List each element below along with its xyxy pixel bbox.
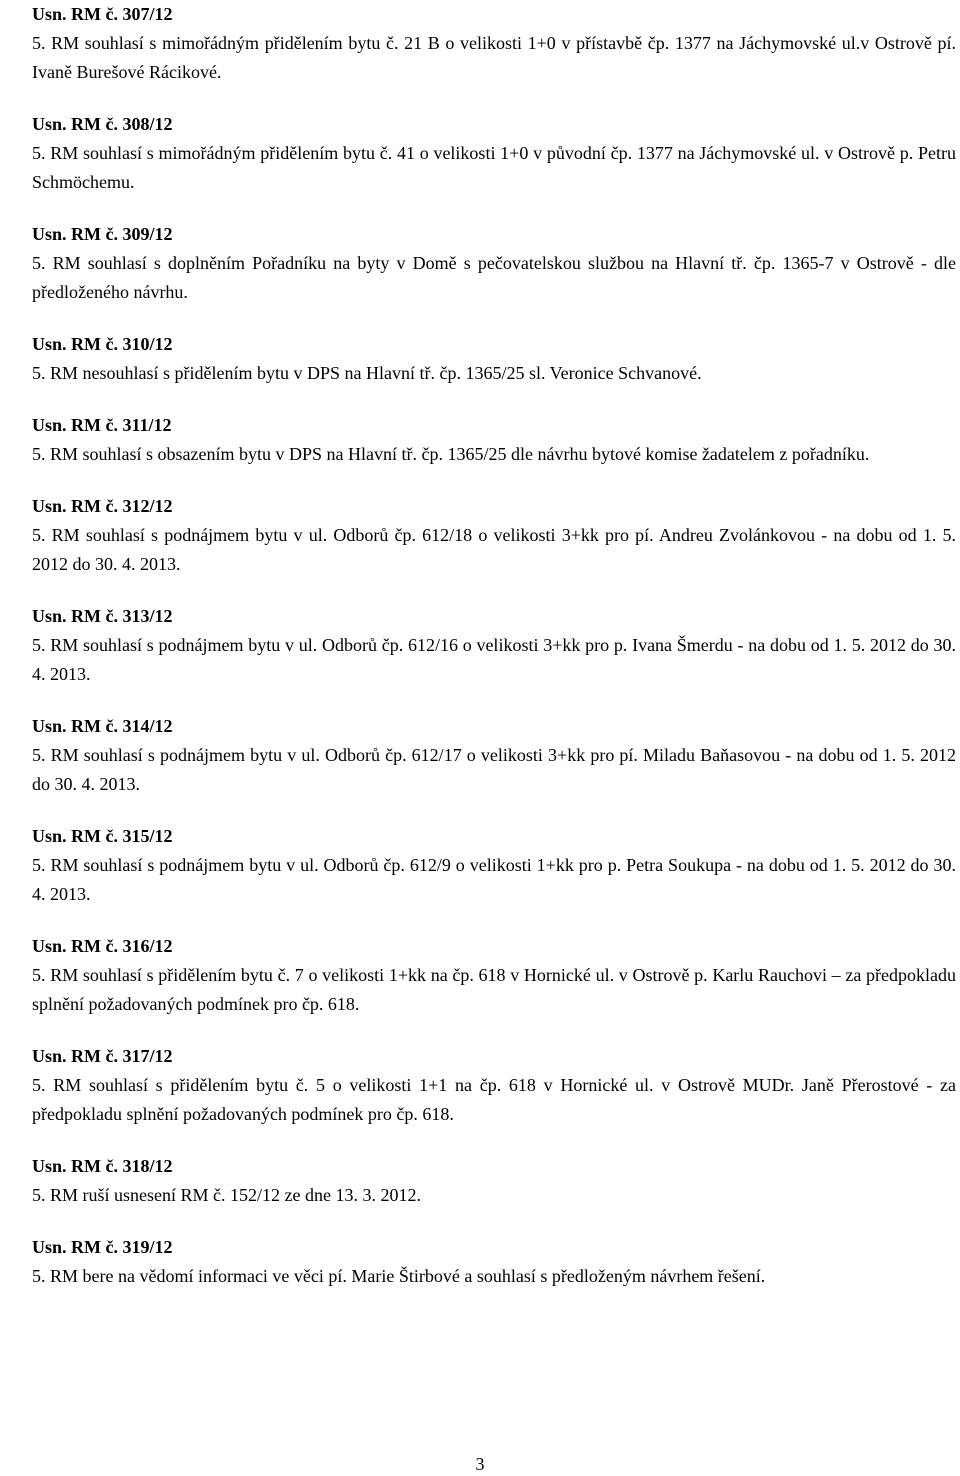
resolution-body: 5. RM ruší usnesení RM č. 152/12 ze dne 13. 3. 2012. bbox=[32, 1185, 421, 1205]
spacer bbox=[32, 469, 956, 492]
resolution-body: 5. RM souhlasí s přidělením bytu č. 7 o velikosti 1+kk na čp. 618 v Hornické ul. v Ostrově p. Karlu Rauchovi – za předpokladu splnění požadovaných podmínek pro čp. 618. bbox=[32, 965, 956, 1014]
resolution-313 bbox=[32, 602, 956, 689]
resolution-heading: Usn. RM č. 318/12 bbox=[32, 1156, 173, 1176]
resolution-308 bbox=[32, 110, 956, 197]
resolution-body: 5. RM souhlasí s podnájmem bytu v ul. Odborů čp. 612/9 o velikosti 1+kk pro p. Petra Soukupa - na dobu od 1. 5. 2012 do 30. 4. 2013. bbox=[32, 855, 956, 904]
spacer bbox=[32, 307, 956, 330]
resolution-314 bbox=[32, 712, 956, 799]
resolution-body: 5. RM souhlasí s podnájmem bytu v ul. Odborů čp. 612/16 o velikosti 3+kk pro p. Ivana Šmerdu - na dobu od 1. 5. 2012 do 30. 4. 2013. bbox=[32, 635, 956, 684]
resolution-319 bbox=[32, 1233, 956, 1291]
resolution-body: 5. RM bere na vědomí informaci ve věci pí. Marie Štirbové a souhlasí s předloženým návrhem řešení. bbox=[32, 1266, 766, 1286]
resolution-317 bbox=[32, 1042, 956, 1129]
resolution-315 bbox=[32, 822, 956, 909]
resolution-312 bbox=[32, 492, 956, 579]
spacer bbox=[32, 579, 956, 602]
resolution-heading: Usn. RM č. 314/12 bbox=[32, 716, 173, 736]
spacer bbox=[32, 1019, 956, 1042]
document-page bbox=[32, 0, 956, 1291]
spacer bbox=[32, 1129, 956, 1152]
resolution-body: 5. RM nesouhlasí s přidělením bytu v DPS na Hlavní tř. čp. 1365/25 sl. Veronice Schvanové. bbox=[32, 363, 702, 383]
spacer bbox=[32, 197, 956, 220]
spacer bbox=[32, 388, 956, 411]
resolution-309 bbox=[32, 220, 956, 307]
spacer bbox=[32, 909, 956, 932]
resolution-311 bbox=[32, 411, 956, 469]
resolution-body: 5. RM souhlasí s podnájmem bytu v ul. Odborů čp. 612/18 o velikosti 3+kk pro pí. Andreu Zvolánkovou - na dobu od 1. 5. 2012 do 30. 4. 2013. bbox=[32, 525, 956, 574]
resolution-body: 5. RM souhlasí s podnájmem bytu v ul. Odborů čp. 612/17 o velikosti 3+kk pro pí. Miladu Baňasovou - na dobu od 1. 5. 2012 do 30. 4. 2013. bbox=[32, 745, 956, 794]
resolution-body: 5. RM souhlasí s mimořádným přidělením bytu č. 41 o velikosti 1+0 v původní čp. 1377 na Jáchymovské ul. v Ostrově p. Petru Schmöchemu. bbox=[32, 143, 956, 192]
resolution-heading: Usn. RM č. 308/12 bbox=[32, 114, 173, 134]
resolution-316 bbox=[32, 932, 956, 1019]
resolution-heading: Usn. RM č. 309/12 bbox=[32, 224, 173, 244]
resolution-310 bbox=[32, 330, 956, 388]
resolution-318 bbox=[32, 1152, 956, 1210]
resolution-307 bbox=[32, 0, 956, 87]
resolution-body: 5. RM souhlasí s mimořádným přidělením bytu č. 21 B o velikosti 1+0 v přístavbě čp. 1377 na Jáchymovské ul.v Ostrově pí. Ivaně Burešové Rácikové. bbox=[32, 33, 956, 82]
resolution-heading: Usn. RM č. 311/12 bbox=[32, 415, 172, 435]
resolution-heading: Usn. RM č. 313/12 bbox=[32, 606, 173, 626]
spacer bbox=[32, 1210, 956, 1233]
resolution-body: 5. RM souhlasí s přidělením bytu č. 5 o velikosti 1+1 na čp. 618 v Hornické ul. v Ostrově MUDr. Janě Přerostové - za předpokladu splnění požadovaných podmínek pro čp. 618. bbox=[32, 1075, 956, 1124]
spacer bbox=[32, 799, 956, 822]
spacer bbox=[32, 689, 956, 712]
resolution-body: 5. RM souhlasí s obsazením bytu v DPS na Hlavní tř. čp. 1365/25 dle návrhu bytové komise žadatelem z pořadníku. bbox=[32, 444, 870, 464]
resolution-body: 5. RM souhlasí s doplněním Pořadníku na byty v Domě s pečovatelskou službou na Hlavní tř. čp. 1365-7 v Ostrově - dle předloženého návrhu. bbox=[32, 253, 956, 302]
resolution-heading: Usn. RM č. 316/12 bbox=[32, 936, 173, 956]
resolution-heading: Usn. RM č. 319/12 bbox=[32, 1237, 173, 1257]
resolution-heading: Usn. RM č. 307/12 bbox=[32, 4, 173, 24]
page-number: 3 bbox=[475, 1454, 485, 1474]
resolution-heading: Usn. RM č. 312/12 bbox=[32, 496, 173, 516]
resolution-heading: Usn. RM č. 315/12 bbox=[32, 826, 173, 846]
resolution-heading: Usn. RM č. 317/12 bbox=[32, 1046, 173, 1066]
resolution-heading: Usn. RM č. 310/12 bbox=[32, 334, 173, 354]
spacer bbox=[32, 87, 956, 110]
